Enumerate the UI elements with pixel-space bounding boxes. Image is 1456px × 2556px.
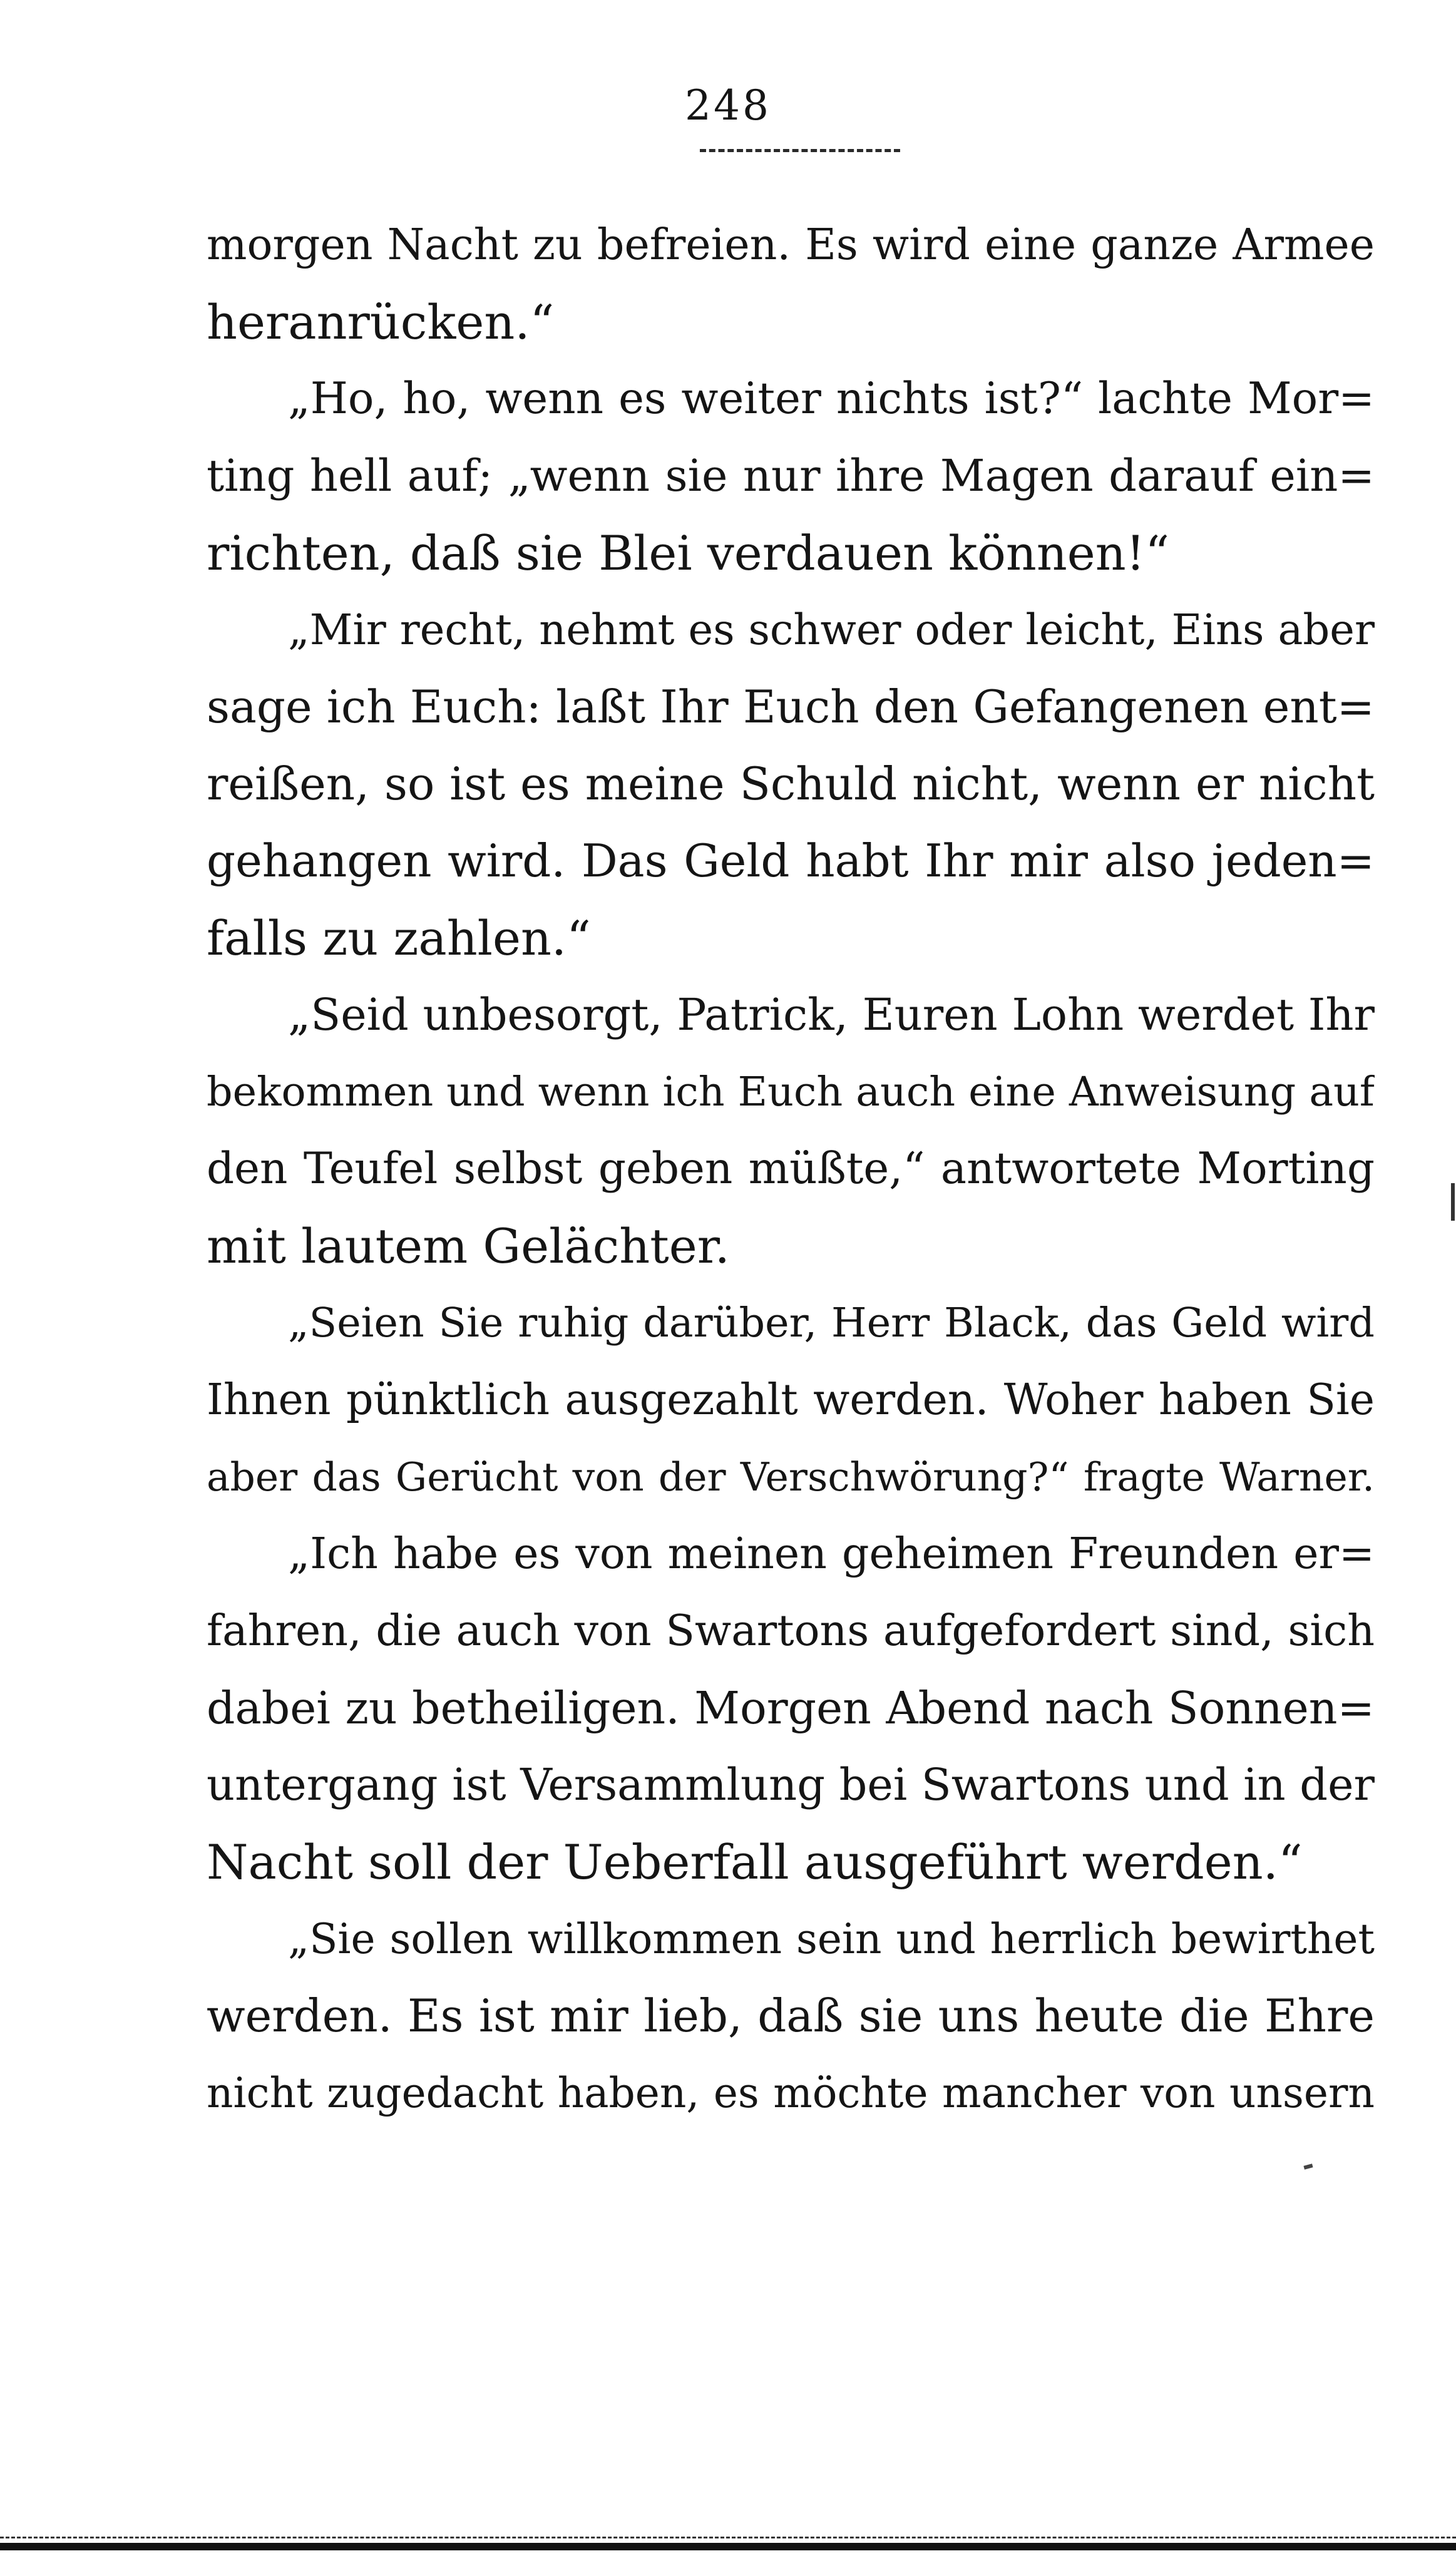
text-line: nicht zugedacht haben, es möchte mancher von unsern xyxy=(207,2069,1375,2117)
text-line: den Teufel selbst geben müßte,“ antwortete Morting xyxy=(207,1144,1375,1194)
bottom-rule-dashed xyxy=(0,2537,1456,2538)
text-line: „Sie sollen willkommen sein und herrlich bewirthet xyxy=(288,1915,1375,1963)
text-line: heranrücken.“ xyxy=(207,294,555,350)
text-line: Nacht soll der Ueberfall ausgeführt werden.“ xyxy=(207,1834,1303,1890)
text-line: sage ich Euch: laßt Ihr Euch den Gefangenen ent= xyxy=(207,680,1375,733)
bottom-rule xyxy=(0,2543,1456,2550)
text-line: „Seid unbesorgt, Patrick, Euren Lohn werdet Ihr xyxy=(288,989,1375,1040)
text-line: dabei zu betheiligen. Morgen Abend nach Sonnen= xyxy=(207,1682,1375,1734)
header-rule xyxy=(700,149,900,152)
text-line: mit lautem Gelächter. xyxy=(207,1218,730,1274)
text-line: aber das Gerücht von der Verschwörung?“ fragte Warner. xyxy=(207,1454,1375,1500)
text-line: werden. Es ist mir lieb, daß sie uns heute die Ehre xyxy=(207,1989,1375,2042)
text-line: reißen, so ist es meine Schuld nicht, wenn er nicht xyxy=(207,757,1375,810)
text-block xyxy=(207,207,1375,2132)
text-line: Ihnen pünktlich ausgezahlt werden. Woher haben Sie xyxy=(207,1375,1375,1425)
text-line: fahren, die auch von Swartons aufgefordert sind, sich xyxy=(207,1606,1375,1656)
margin-mark xyxy=(1451,1183,1455,1221)
text-line: falls zu zahlen.“ xyxy=(207,910,591,966)
text-line: „Ho, ho, wenn es weiter nichts ist?“ lachte Mor= xyxy=(288,374,1375,424)
text-line: gehangen wird. Das Geld habt Ihr mir also jeden= xyxy=(207,834,1375,887)
text-line: „Seien Sie ruhig darüber, Herr Black, das Geld wird xyxy=(288,1300,1375,1347)
page-number: 248 xyxy=(685,81,771,130)
text-line: richten, daß sie Blei verdauen können!“ xyxy=(207,525,1170,581)
text-line: bekommen und wenn ich Euch auch eine Anweisung auf xyxy=(207,1069,1375,1116)
text-line: „Mir recht, nehmt es schwer oder leicht, Eins aber xyxy=(288,605,1375,654)
text-line: „Ich habe es von meinen geheimen Freunden er= xyxy=(288,1529,1375,1579)
ink-speck xyxy=(1303,2163,1313,2169)
text-line: ting hell auf; „wenn sie nur ihre Magen darauf ein= xyxy=(207,450,1375,501)
text-line: morgen Nacht zu befreien. Es wird eine ganze Armee xyxy=(207,220,1375,270)
text-line: untergang ist Versammlung bei Swartons und in der xyxy=(207,1759,1375,1810)
